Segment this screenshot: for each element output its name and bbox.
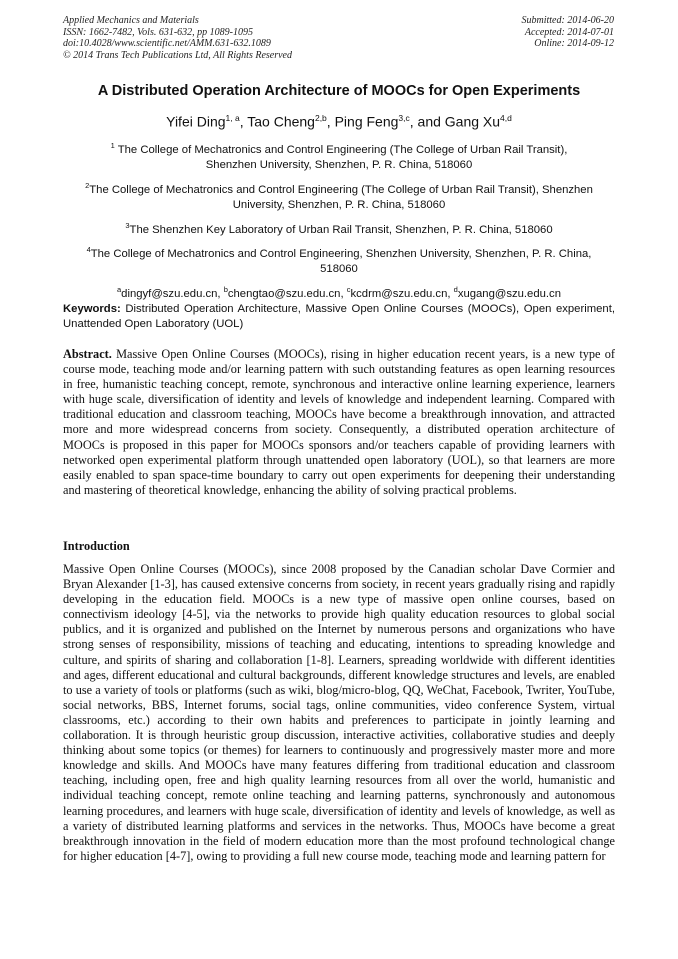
author-name: Ping Feng bbox=[334, 113, 399, 130]
doi-line: doi:10.4028/www.scientific.net/AMM.631-632.1089 bbox=[63, 38, 271, 49]
affil-marker: 4 bbox=[86, 245, 91, 255]
author-affil-marker: 2,b bbox=[314, 113, 327, 123]
online-date: Online: 2014-09-12 bbox=[534, 38, 614, 49]
affiliation bbox=[85, 138, 593, 173]
paper-title: A Distributed Operation Architecture of MOOCs for Open Experiments bbox=[97, 83, 581, 99]
affil-marker: 1 bbox=[110, 141, 115, 150]
email-marker: a bbox=[117, 285, 122, 295]
author-separator: , bbox=[326, 113, 335, 130]
abstract-text: Massive Open Online Courses (MOOCs), rising in higher education recent years, is a new type of course mode, teaching mode and/or learning pattern with such outstanding features as open learning resources in free, humanistic teaching concept, remote, synchronous and interactive online learning experience, learners with huge scale, diversification of identity and levels of knowledge and independent learning. Compared with traditional education and classroom teaching, MOOCs have become a breakthrough innovation, and attracted more and more widespread concerns from society. Consequently, a distributed operation architecture of MOOCs is proposed in this paper for MOOCs sponsors and/or teachers capable of providing learners with networked open experimental platform through unattended open laboratory (UOL), so that learners are more easily enabled to span space-time boundary to carry out open experiments for deepening their understanding and mastering of theoretical knowledge, enhancing the ability of solving practical problems. bbox=[63, 347, 615, 497]
abstract-section bbox=[63, 347, 615, 498]
author-affil-marker: 3,c bbox=[398, 113, 410, 123]
author-name: Tao Cheng bbox=[247, 113, 315, 130]
abstract-label: Abstract. bbox=[63, 347, 112, 361]
affiliation bbox=[85, 218, 593, 238]
affiliation-block bbox=[85, 138, 593, 302]
email-address: xugang@szu.edu.cn bbox=[457, 287, 561, 300]
email-marker: c bbox=[346, 285, 351, 295]
email-marker: d bbox=[453, 285, 458, 295]
affiliation bbox=[85, 242, 593, 277]
keywords-label: Keywords: bbox=[63, 303, 121, 315]
introduction-heading: Introduction bbox=[63, 539, 130, 553]
email-marker: b bbox=[223, 285, 228, 295]
author-separator: , and bbox=[409, 113, 445, 130]
keywords-section bbox=[63, 302, 615, 332]
affil-text: The College of Mechatronics and Control Engineering (The College of Urban Rail Transit), Shenzhen University, Shenzhen, P. R. China, 518060 bbox=[89, 183, 593, 211]
author-affil-marker: 1, a bbox=[225, 113, 240, 123]
submitted-date: Submitted: 2014-06-20 bbox=[521, 15, 614, 26]
email-address: kcdrm@szu.edu.cn, bbox=[350, 287, 454, 300]
keywords-text: Distributed Operation Architecture, Massive Open Online Courses (MOOCs), Open experiment, Unattended Open Laboratory (UOL) bbox=[63, 303, 615, 330]
affil-text: The Shenzhen Key Laboratory of Urban Rail Transit, Shenzhen, P. R. China, 518060 bbox=[129, 223, 553, 236]
author-affil-marker: 4,d bbox=[500, 113, 512, 123]
journal-name: Applied Mechanics and Materials bbox=[63, 15, 199, 26]
publication-dates bbox=[522, 15, 615, 50]
copyright-line: © 2014 Trans Tech Publications Ltd, All Rights Reserved bbox=[63, 49, 292, 61]
accepted-date: Accepted: 2014-07-01 bbox=[524, 26, 614, 38]
affiliation bbox=[85, 178, 593, 213]
affil-text: The College of Mechatronics and Control Engineering, Shenzhen University, Shenzhen, P. R. China, 518060 bbox=[90, 248, 592, 276]
author-name: Gang Xu bbox=[444, 113, 501, 130]
email-address: dingyf@szu.edu.cn, bbox=[121, 287, 224, 300]
author-separator: , bbox=[239, 113, 248, 130]
affil-marker: 2 bbox=[85, 180, 90, 190]
author-list bbox=[0, 113, 678, 130]
issn-line: ISSN: 1662-7482, Vols. 631-632, pp 1089-1095 bbox=[63, 26, 253, 38]
affil-text: The College of Mechatronics and Control Engineering (The College of Urban Rail Transit), Shenzhen University, Shenzhen, P. R. China, 518060 bbox=[114, 143, 568, 171]
email-list bbox=[85, 282, 593, 302]
introduction-text: Massive Open Online Courses (MOOCs), since 2008 proposed by the Canadian scholar Dave Cormier and Bryan Alexander [1-3], has caused extensive concerns from society, in recent years gradually rising and rapidly developing in the education field. MOOCs is a new type of massive open online courses, based on connectivism ideology [4-5], via the networks to provide high quality education resources to global social publics, and it is organized and published on the Internet by numerous persons and organizations who have strong senses of responsibility, missions of teaching and educating, intentions to spreading knowledge and culture, and spirits of sharing and collaboration [1-8]. Learners, spreading worldwide with different identities and ages, different educational and cultural backgrounds, different knowledge structures and levels, are enabled to use a variety of tools or platforms (such as wiki, blog/micro-blog, QQ, WeChat, Facebook, Twriter, YouTube, social networks, BBS, Internet forums, social tags, online communities, video conference System, virtual classrooms, etc.) according to their own habits and preferences to participate in jointly learning and collaboration. It is through heuristic group discussion, interactive activities, collaborative studies and deeply thinking about some topics (or themes) for learners to continuously and progressively master more and more knowledge and skills. And MOOCs have many features differing from traditional education and classroom teaching, including open, free and high quality learning resources from all over the world, humanistic and individual teaching concept, remote online teaching and learning patterns, synchronously and autonomous learning procedures, and learners with huge scale, diversification of identity and levels of knowledge, as well as a variety of distributed learning platforms and services in the networks. Thus, MOOCs have become a great breakthrough innovation in the field of modern education more than the most profound technological change for higher education [4-7], owing to providing a full new course mode, teaching mode and learning pattern for bbox=[63, 562, 615, 863]
journal-info bbox=[63, 15, 292, 61]
affil-marker: 3 bbox=[125, 220, 130, 230]
email-address: chengtao@szu.edu.cn, bbox=[227, 287, 347, 300]
author-name: Yifei Ding bbox=[166, 113, 226, 130]
